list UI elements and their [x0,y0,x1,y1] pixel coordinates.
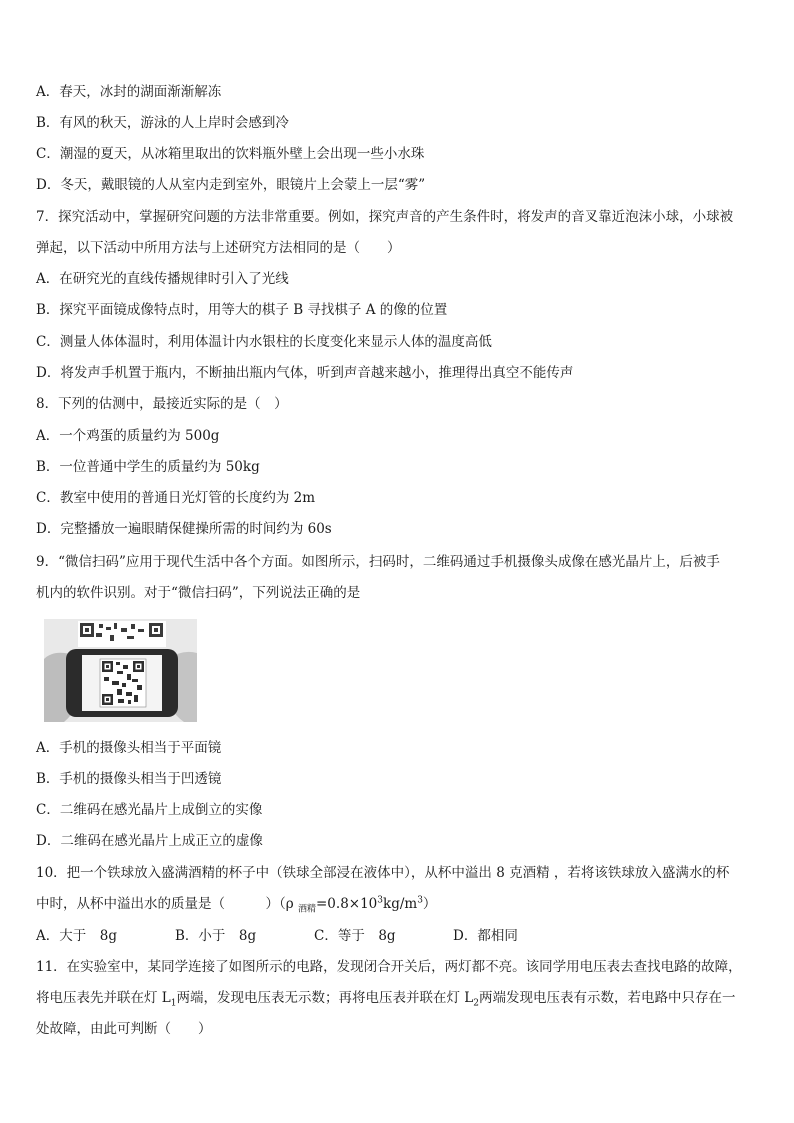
q11-stem-line2: 将电压表先并联在灯 $L_1$两端，发现电压表无示数；再将电压表并联在灯 $L_2$两端发现电压表有示数，若电路中只存在一 [36,990,736,1009]
q7-stem-line1: 7．探究活动中，掌握研究问题的方法非常重要。例如，探究声音的产生条件时，将发声的音叉靠近泡沫小球，小球被 [36,209,734,225]
q7-option-d: D．将发声手机置于瓶内，不断抽出瓶内气体，听到声音越来越小，推理得出真空不能传声 [36,365,574,381]
q6-option-b: B．有风的秋天，游泳的人上岸时会感到冷 [36,115,289,131]
q9-stem-line1: 9．“微信扫码”应用于现代生活中各个方面。如图所示，扫码时，二维码通过手机摄像头成像在感光晶片上，后被手 [36,554,720,570]
q8-option-a: A．一个鸡蛋的质量约为 500g [36,428,220,444]
q8-option-d: D．完整播放一遍眼睛保健操所需的时间约为 60s [36,521,332,537]
q10-option-b: B．小于 8g [175,928,257,944]
q9-option-a: A．手机的摄像头相当于平面镜 [36,740,222,756]
q6-option-a: A．春天，冰封的湖面渐渐解冻 [36,84,222,100]
q8-option-c: C．教室中使用的普通日光灯管的长度约为 2m [36,490,316,506]
q8-option-b: B．一位普通中学生的质量约为 50kg [36,459,260,475]
q9-stem-line2: 机内的软件识别。对于“微信扫码”，下列说法正确的是 [36,585,361,601]
q11-stem-line3: 处故障，由此可判断（ ） [36,1021,212,1037]
q11-stem-line1: 11．在实验室中，某同学连接了如图所示的电路，发现闭合开关后，两灯都不亮。该同学用电压表去查找电路的故障， [36,959,742,975]
q7-option-c: C．测量人体体温时，利用体温计内水银柱的长度变化来显示人体的温度高低 [36,334,492,350]
q9-option-d: D．二维码在感光晶片上成正立的虚像 [36,833,263,849]
q10-option-a: A．大于 8g [36,928,117,944]
q10-option-c: C．等于 8g [314,928,396,944]
q7-stem-line2: 弹起，以下活动中所用方法与上述研究方法相同的是（ ） [36,240,401,256]
q6-option-d: D．冬天，戴眼镜的人从室内走到室外，眼镜片上会蒙上一层“雾” [36,177,426,193]
q10-options [36,927,592,945]
q8-stem: 8．下列的估测中，最接近实际的是（ ） [36,396,288,412]
q6-option-c: C．潮湿的夏天，从冰箱里取出的饮料瓶外壁上会出现一些小水珠 [36,146,425,162]
phone-qr-code [100,659,146,707]
q9-option-c: C．二维码在感光晶片上成倒立的实像 [36,802,263,818]
q10-stem-line2: 中时，从杯中溢出水的质量是（ ）（ρ $_{酒精}=0.8\times 10^3kg/m^3$） [36,895,437,915]
q9-option-b: B．手机的摄像头相当于凹透镜 [36,771,222,787]
q10-stem-line1: 10．把一个铁球放入盛满酒精的杯子中（铁球全部浸在液体中），从杯中溢出 8 克酒精 ，若将该铁球放入盛满水的杯 [36,865,730,881]
qr-scan-figure [44,619,197,722]
background-qr-code [78,621,166,647]
q7-option-b: B．探究平面镜成像特点时，用等大的棋子 B 寻找棋子 A 的像的位置 [36,302,448,318]
q10-option-d: D．都相同 [453,928,518,944]
q7-option-a: A．在研究光的直线传播规律时引入了光线 [36,271,289,287]
